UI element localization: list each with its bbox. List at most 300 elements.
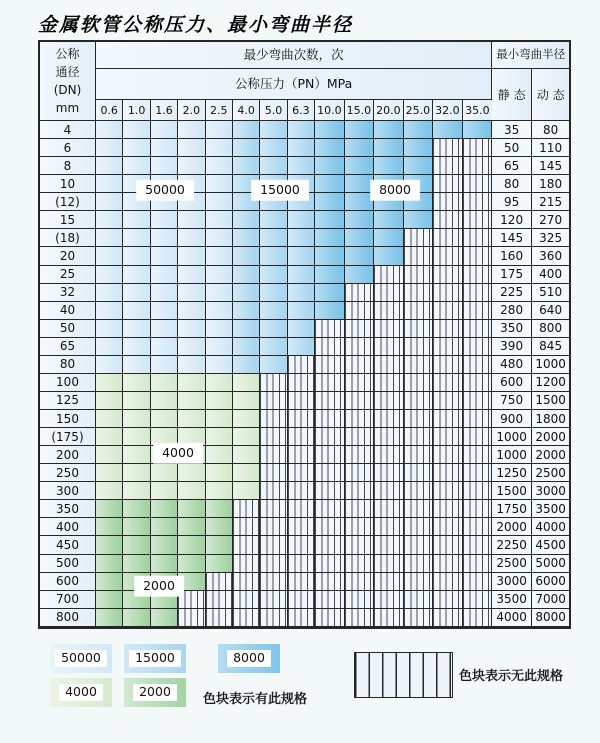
dynamic-radius-value: 400 (532, 266, 569, 284)
no-spec-cell (374, 446, 404, 464)
spec-cell (178, 518, 205, 536)
spec-cell (151, 229, 178, 247)
no-spec-cell (433, 284, 463, 302)
static-radius-value: 480 (492, 356, 532, 374)
static-radius-value: 50 (492, 139, 532, 157)
spec-cell (96, 410, 123, 428)
spec-table (38, 40, 571, 629)
spec-cell (345, 157, 375, 175)
legend-swatch (50, 644, 112, 673)
spec-cell (178, 320, 205, 338)
no-spec-cell (463, 500, 493, 518)
no-spec-cell (315, 410, 345, 428)
spec-cell (123, 482, 150, 500)
legend-swatch (218, 644, 280, 673)
spec-cell (288, 284, 315, 302)
no-spec-cell (233, 536, 260, 554)
pressure-tick: 1.0 (123, 100, 150, 121)
spec-cell (178, 536, 205, 554)
spec-cell (345, 121, 375, 139)
pressure-tick: 1.6 (151, 100, 178, 121)
dn-label: 200 (40, 446, 96, 464)
static-radius-value: 95 (492, 193, 532, 211)
no-spec-cell (433, 356, 463, 374)
spec-cell (123, 284, 150, 302)
spec-cell (96, 518, 123, 536)
no-spec-cell (404, 428, 434, 446)
no-spec-cell (233, 573, 260, 591)
spec-cell (178, 284, 205, 302)
table-row (40, 410, 569, 428)
spec-cell (206, 428, 233, 446)
spec-cell (345, 229, 375, 247)
no-spec-cell (374, 428, 404, 446)
table-row (40, 609, 569, 627)
legend-swatch-value: 4000 (59, 684, 103, 701)
dynamic-radius-value: 110 (532, 139, 569, 157)
no-spec-cell (404, 229, 434, 247)
spec-cell (206, 482, 233, 500)
no-spec-cell (345, 392, 375, 410)
dynamic-radius-value: 510 (532, 284, 569, 302)
no-spec-cell (288, 428, 315, 446)
no-spec-cell (433, 139, 463, 157)
no-spec-cell (433, 609, 463, 627)
spec-cell (260, 157, 287, 175)
no-spec-cell (404, 338, 434, 356)
no-spec-cell (433, 338, 463, 356)
spec-cell (123, 555, 150, 573)
spec-cell (260, 211, 287, 229)
static-radius-value: 4000 (492, 609, 532, 627)
no-spec-cell (288, 591, 315, 609)
table-row (40, 482, 569, 500)
no-spec-cell (233, 555, 260, 573)
no-spec-cell (315, 446, 345, 464)
spec-cell (260, 139, 287, 157)
pressure-tick: 0.6 (96, 100, 123, 121)
spec-cell (96, 121, 123, 139)
spec-cell (151, 157, 178, 175)
no-spec-cell (288, 500, 315, 518)
static-radius-value: 3500 (492, 591, 532, 609)
spec-cell (123, 229, 150, 247)
pressure-tick: 4.0 (233, 100, 260, 121)
no-spec-cell (433, 193, 463, 211)
corner-header-line: 公称 (55, 47, 80, 61)
dynamic-radius-value: 270 (532, 211, 569, 229)
spec-cell (151, 121, 178, 139)
no-spec-cell (463, 464, 493, 482)
dynamic-radius-value: 6000 (532, 573, 569, 591)
spec-cell (96, 591, 123, 609)
spec-cell (206, 284, 233, 302)
no-spec-cell (374, 591, 404, 609)
spec-cell (151, 392, 178, 410)
dn-label: 100 (40, 374, 96, 392)
spec-cell (206, 536, 233, 554)
spec-cell (206, 139, 233, 157)
spec-cell (288, 211, 315, 229)
spec-cell (374, 247, 404, 265)
spec-cell (206, 392, 233, 410)
spec-cell (433, 121, 463, 139)
spec-cell (96, 175, 123, 193)
spec-cell (206, 211, 233, 229)
no-spec-cell (260, 573, 287, 591)
no-spec-cell (374, 266, 404, 284)
no-spec-cell (315, 320, 345, 338)
no-spec-cell (345, 500, 375, 518)
no-spec-cell (288, 536, 315, 554)
legend-swatch (124, 678, 186, 707)
static-radius-value: 145 (492, 229, 532, 247)
spec-cell (206, 356, 233, 374)
dynamic-column-header: 动 态 (532, 69, 569, 121)
no-spec-cell (260, 392, 287, 410)
no-spec-cell (345, 320, 375, 338)
table-row (40, 139, 569, 157)
spec-cell (288, 121, 315, 139)
spec-cell (288, 320, 315, 338)
no-spec-cell (463, 356, 493, 374)
dn-label: 150 (40, 410, 96, 428)
spec-cell (233, 121, 260, 139)
header-middle (96, 42, 492, 121)
no-spec-cell (463, 518, 493, 536)
dynamic-radius-value: 4000 (532, 518, 569, 536)
table-row (40, 392, 569, 410)
spec-cell (151, 139, 178, 157)
no-spec-cell (315, 518, 345, 536)
table-row (40, 157, 569, 175)
no-spec-cell (374, 518, 404, 536)
dynamic-radius-value: 845 (532, 338, 569, 356)
no-spec-cell (374, 500, 404, 518)
spec-cell (374, 121, 404, 139)
no-spec-cell (260, 500, 287, 518)
dynamic-radius-value: 360 (532, 247, 569, 265)
no-spec-cell (463, 392, 493, 410)
spec-cell (288, 229, 315, 247)
dynamic-radius-value: 5000 (532, 555, 569, 573)
no-spec-cell (374, 609, 404, 627)
no-spec-cell (433, 320, 463, 338)
spec-cell (260, 247, 287, 265)
spec-cell (96, 266, 123, 284)
spec-cell (96, 555, 123, 573)
table-row (40, 356, 569, 374)
table-header (40, 42, 569, 121)
pressure-tick: 2.0 (178, 100, 205, 121)
spec-cell (288, 302, 315, 320)
dynamic-radius-value: 325 (532, 229, 569, 247)
no-spec-cell (345, 482, 375, 500)
no-spec-cell (374, 374, 404, 392)
spec-cell (123, 320, 150, 338)
spec-cell (96, 284, 123, 302)
spec-cell (288, 338, 315, 356)
spec-cell (233, 410, 260, 428)
dn-label: 250 (40, 464, 96, 482)
no-spec-cell (463, 266, 493, 284)
static-radius-value: 175 (492, 266, 532, 284)
no-spec-cell (463, 536, 493, 554)
static-radius-value: 1250 (492, 464, 532, 482)
spec-cell (315, 229, 345, 247)
no-spec-cell (374, 302, 404, 320)
spec-cell (123, 464, 150, 482)
no-spec-cell (374, 573, 404, 591)
spec-cell (315, 266, 345, 284)
spec-cell (260, 302, 287, 320)
spec-cell (206, 374, 233, 392)
spec-cell (374, 139, 404, 157)
table-row (40, 266, 569, 284)
spec-cell (123, 446, 150, 464)
spec-cell (123, 536, 150, 554)
no-spec-cell (374, 284, 404, 302)
no-spec-cell (288, 356, 315, 374)
spec-cell (178, 482, 205, 500)
spec-cell (404, 211, 434, 229)
corner-header-line: 通径 (55, 65, 80, 79)
spec-cell (178, 229, 205, 247)
no-spec-cell (433, 428, 463, 446)
dn-label: 40 (40, 302, 96, 320)
spec-cell (233, 229, 260, 247)
table-row (40, 247, 569, 265)
no-spec-cell (374, 555, 404, 573)
header-right (492, 42, 569, 121)
spec-cell (178, 374, 205, 392)
spec-cell (315, 139, 345, 157)
spec-cell (123, 609, 150, 627)
static-radius-value: 2500 (492, 555, 532, 573)
spec-cell (151, 410, 178, 428)
spec-cell (96, 536, 123, 554)
no-spec-cell (260, 518, 287, 536)
spec-cell (151, 356, 178, 374)
spec-cell (404, 157, 434, 175)
spec-cell (206, 555, 233, 573)
table-row (40, 500, 569, 518)
no-spec-cell (345, 536, 375, 554)
no-spec-cell (463, 175, 493, 193)
legend-swatch-value: 8000 (227, 650, 271, 667)
no-spec-hatch-swatch (354, 652, 453, 698)
dn-label: 500 (40, 555, 96, 573)
dn-label: 4 (40, 121, 96, 139)
no-spec-cell (463, 609, 493, 627)
spec-cell (288, 157, 315, 175)
static-radius-value: 350 (492, 320, 532, 338)
no-spec-cell (260, 482, 287, 500)
no-spec-cell (315, 573, 345, 591)
no-spec-cell (345, 374, 375, 392)
static-radius-value: 2250 (492, 536, 532, 554)
table-row (40, 229, 569, 247)
static-radius-value: 2000 (492, 518, 532, 536)
no-spec-cell (315, 500, 345, 518)
dynamic-radius-value: 7000 (532, 591, 569, 609)
spec-cell (315, 284, 345, 302)
dynamic-radius-value: 2500 (532, 464, 569, 482)
corner-header-dn (40, 42, 96, 121)
spec-cell (374, 157, 404, 175)
dynamic-radius-value: 80 (532, 121, 569, 139)
spec-cell (260, 266, 287, 284)
spec-cell (96, 464, 123, 482)
spec-cell (178, 157, 205, 175)
spec-cell (151, 320, 178, 338)
no-spec-cell (374, 464, 404, 482)
static-radius-value: 120 (492, 211, 532, 229)
spec-cell (206, 175, 233, 193)
static-radius-value: 750 (492, 392, 532, 410)
spec-cell (345, 247, 375, 265)
spec-cell (260, 121, 287, 139)
spec-cell (260, 356, 287, 374)
zone-count-label: 4000 (154, 444, 202, 463)
no-spec-cell (315, 392, 345, 410)
no-spec-cell (404, 302, 434, 320)
no-spec-cell (260, 536, 287, 554)
no-spec-cell (433, 374, 463, 392)
dn-label: 300 (40, 482, 96, 500)
spec-cell (151, 464, 178, 482)
spec-cell (345, 193, 375, 211)
legend-swatch-value: 15000 (129, 650, 181, 667)
dynamic-radius-value: 4500 (532, 536, 569, 554)
spec-cell (233, 428, 260, 446)
dn-label: 350 (40, 500, 96, 518)
no-spec-cell (374, 338, 404, 356)
corner-header-line: (DN) (53, 83, 82, 97)
no-spec-cell (433, 536, 463, 554)
spec-cell (96, 229, 123, 247)
spec-cell (151, 500, 178, 518)
no-spec-cell (315, 591, 345, 609)
no-spec-cell (404, 446, 434, 464)
no-spec-cell (315, 536, 345, 554)
pressure-tick: 20.0 (374, 100, 404, 121)
spec-cell (206, 410, 233, 428)
dn-label: 65 (40, 338, 96, 356)
no-spec-cell (178, 609, 205, 627)
table-row (40, 338, 569, 356)
spec-cell (178, 555, 205, 573)
dynamic-radius-value: 640 (532, 302, 569, 320)
spec-cell (96, 247, 123, 265)
no-spec-cell (404, 500, 434, 518)
pressure-tick: 32.0 (433, 100, 463, 121)
spec-cell (123, 428, 150, 446)
spec-cell (233, 266, 260, 284)
spec-cell (233, 374, 260, 392)
dn-label: 700 (40, 591, 96, 609)
spec-cell (315, 247, 345, 265)
spec-cell (96, 446, 123, 464)
no-spec-cell (433, 464, 463, 482)
zone-count-label: 50000 (137, 181, 193, 200)
spec-cell (206, 247, 233, 265)
no-spec-cell (288, 464, 315, 482)
dn-label: 32 (40, 284, 96, 302)
no-spec-cell (288, 518, 315, 536)
table-row (40, 591, 569, 609)
no-spec-cell (463, 284, 493, 302)
table-row (40, 573, 569, 591)
spec-cell (151, 247, 178, 265)
no-spec-cell (288, 555, 315, 573)
spec-cell (315, 211, 345, 229)
no-spec-cell (315, 338, 345, 356)
spec-cell (260, 284, 287, 302)
zone-count-label: 15000 (252, 181, 308, 200)
spec-cell (151, 211, 178, 229)
no-spec-cell (260, 591, 287, 609)
no-spec-cell (433, 500, 463, 518)
dn-label: 125 (40, 392, 96, 410)
spec-cell (151, 338, 178, 356)
spec-cell (206, 446, 233, 464)
dynamic-radius-value: 1800 (532, 410, 569, 428)
dynamic-radius-value: 145 (532, 157, 569, 175)
no-spec-cell (463, 555, 493, 573)
no-spec-cell (433, 573, 463, 591)
static-radius-value: 35 (492, 121, 532, 139)
static-radius-value: 390 (492, 338, 532, 356)
no-spec-cell (345, 555, 375, 573)
legend-swatch-value: 50000 (55, 650, 107, 667)
dn-label: 8 (40, 157, 96, 175)
no-spec-cell (404, 374, 434, 392)
table-row (40, 428, 569, 446)
no-spec-cell (463, 410, 493, 428)
spec-cell (178, 464, 205, 482)
no-spec-cell (433, 482, 463, 500)
spec-cell (96, 573, 123, 591)
spec-cell (315, 193, 345, 211)
spec-cell (96, 356, 123, 374)
table-row (40, 555, 569, 573)
no-spec-cell (374, 392, 404, 410)
dn-label: 15 (40, 211, 96, 229)
spec-cell (96, 320, 123, 338)
spec-cell (178, 410, 205, 428)
no-spec-cell (404, 536, 434, 554)
no-spec-cell (433, 410, 463, 428)
no-spec-cell (345, 464, 375, 482)
spec-cell (96, 193, 123, 211)
table-row (40, 284, 569, 302)
spec-cell (178, 247, 205, 265)
spec-cell (96, 428, 123, 446)
spec-cell (233, 446, 260, 464)
dn-label: 50 (40, 320, 96, 338)
spec-cell (123, 338, 150, 356)
static-radius-value: 1000 (492, 428, 532, 446)
no-spec-cell (463, 374, 493, 392)
no-spec-cell (404, 591, 434, 609)
no-spec-cell (463, 193, 493, 211)
spec-cell (260, 229, 287, 247)
radius-header: 最小弯曲半径 (492, 42, 569, 69)
spec-cell (178, 338, 205, 356)
spec-cell (233, 157, 260, 175)
no-spec-cell (233, 500, 260, 518)
